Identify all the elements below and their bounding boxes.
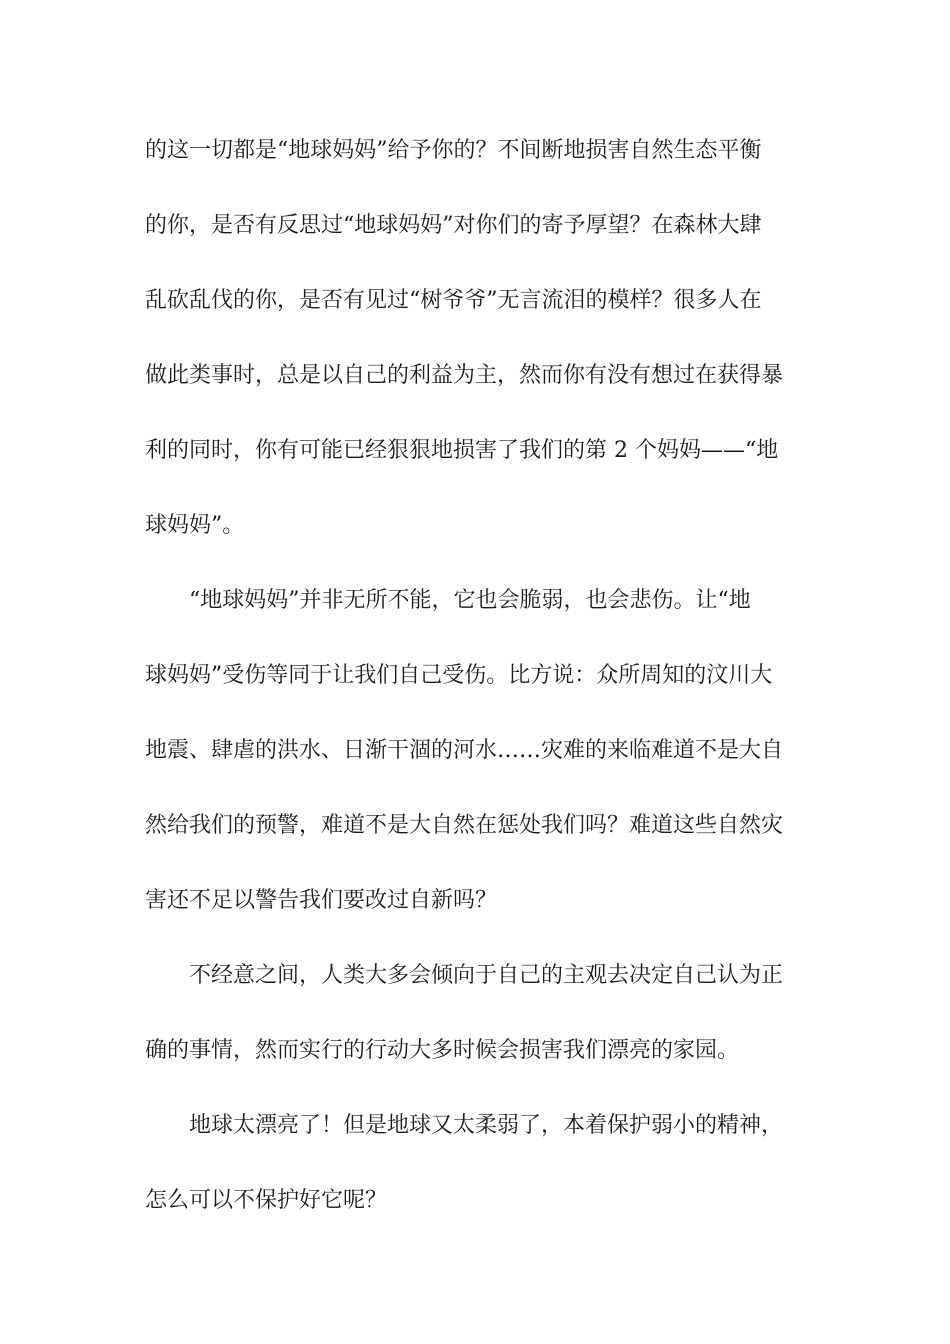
text-line: 然给我们的预警，难道不是大自然在惩处我们吗？难道这些自然灾 (145, 813, 784, 838)
text-line: 的你，是否有反思过“地球妈妈”对你们的寄予厚望？在森林大肆 (145, 213, 762, 238)
text-line: 害还不足以警告我们要改过自新吗？ (145, 888, 498, 913)
paragraph-first-line: “地球妈妈”并非无所不能，它也会脆弱，也会悲伤。让“地 (189, 588, 751, 613)
text-line: 球妈妈”受伤等同于让我们自己受伤。比方说：众所周知的汶川大 (145, 663, 773, 688)
paragraph-first-line: 地球太漂亮了！但是地球又太柔弱了，本着保护弱小的精神， (189, 1113, 784, 1138)
text-line: 确的事情，然而实行的行动大多时候会损害我们漂亮的家园。 (145, 1038, 740, 1063)
text-line: 利的同时，你有可能已经狠狠地损害了我们的第 2 个妈妈——“地 (145, 438, 779, 463)
text-line: 乱砍乱伐的你，是否有见过“树爷爷”无言流泪的模样？很多人在 (145, 288, 762, 313)
text-line: 怎么可以不保护好它呢？ (145, 1188, 388, 1213)
paragraph-first-line: 不经意之间，人类大多会倾向于自己的主观去决定自己认为正 (189, 963, 784, 988)
text-line: 的这一切都是“地球妈妈”给予你的？不间断地损害自然生态平衡 (145, 138, 762, 163)
text-line: 地震、肆虐的洪水、日渐干涸的河水……灾难的来临难道不是大自 (145, 738, 784, 763)
text-line: 球妈妈”。 (145, 513, 245, 538)
text-line: 做此类事时，总是以自己的利益为主，然而你有没有想过在获得暴 (145, 363, 784, 388)
